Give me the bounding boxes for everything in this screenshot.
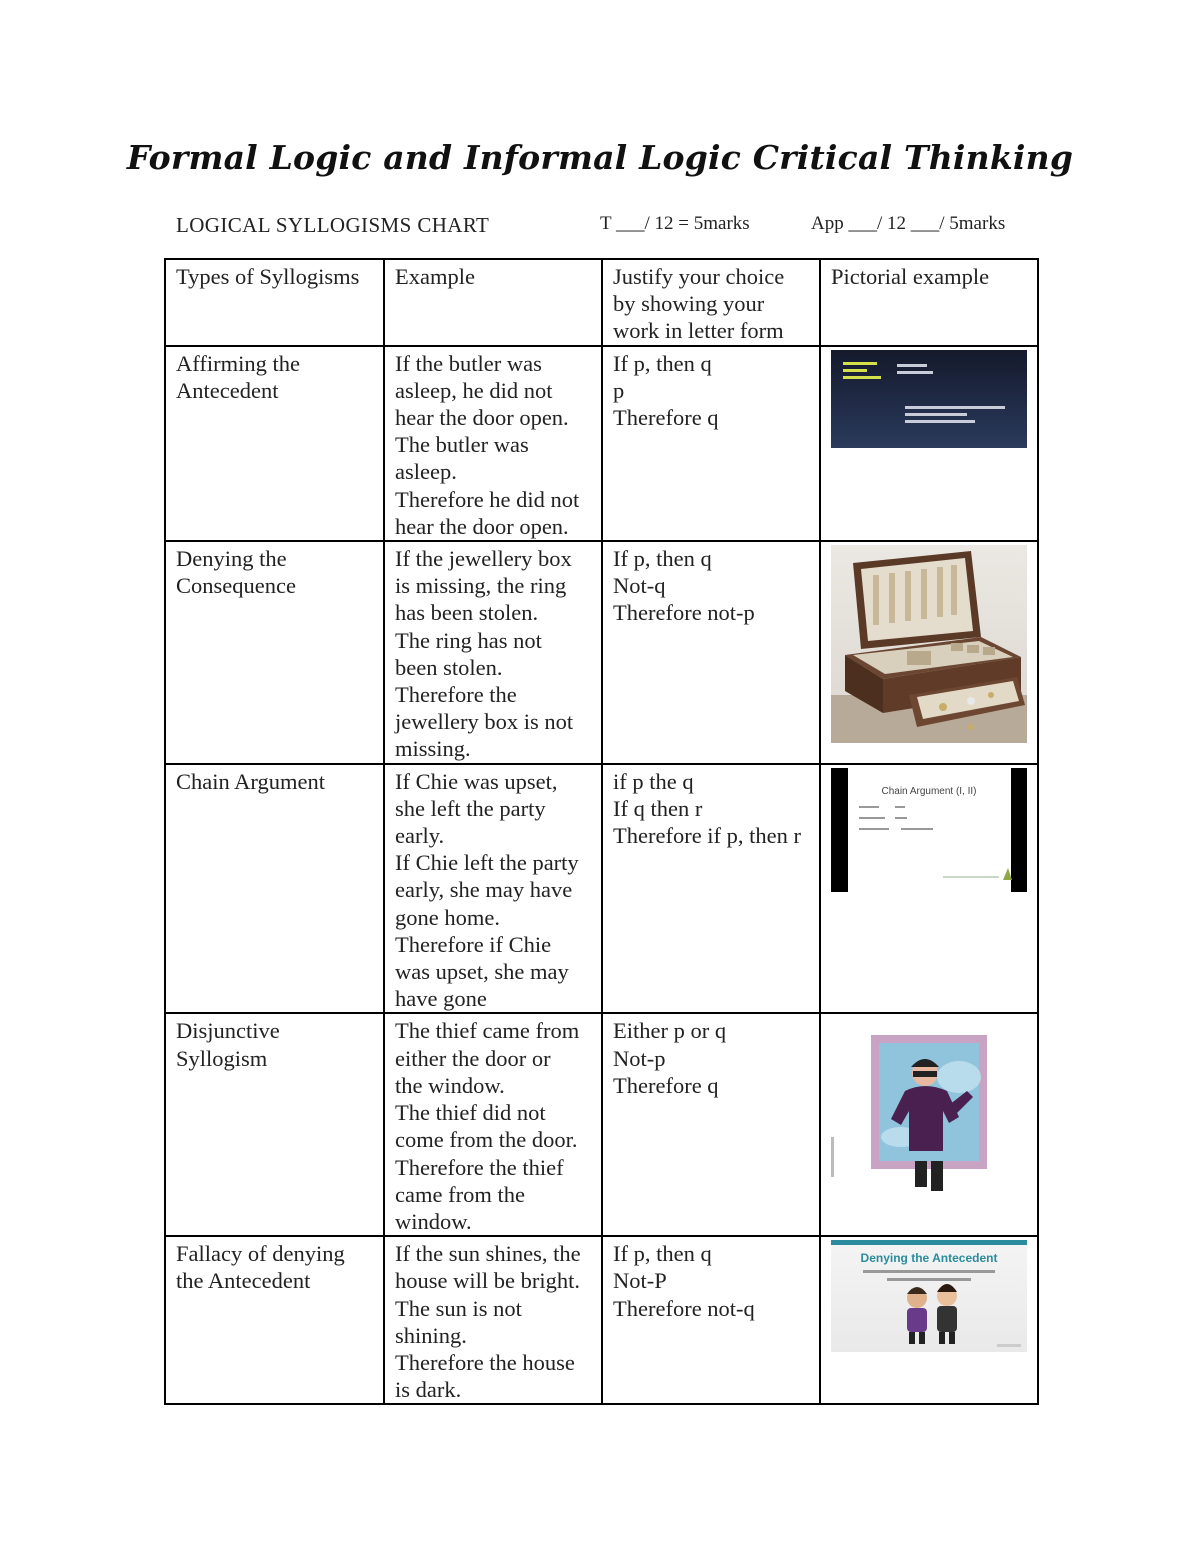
table-row (165, 764, 1038, 1014)
page-title: Formal Logic and Informal Logic Critical Thinking (126, 138, 1074, 177)
syllogism-justify: if p the q If q then r Therefore if p, then r (602, 764, 820, 1014)
slide-graphic (831, 350, 1027, 448)
table-row (165, 541, 1038, 764)
syllogism-type: Affirming the Antecedent (165, 346, 384, 541)
app-marks: App ___/ 12 ___/ 5marks (811, 213, 1006, 234)
thief-graphic (831, 1017, 1027, 1217)
jewellery-box-graphic (831, 545, 1027, 743)
syllogism-type: Fallacy of denying the Antecedent (165, 1236, 384, 1404)
chain-slide-title: Chain Argument (I, II) (881, 785, 977, 797)
syllogism-example: If the sun shines, the house will be bright. The sun is not shining. Therefore the house is dark. (384, 1236, 602, 1404)
syllogism-type: Chain Argument (165, 764, 384, 1014)
syllogism-example: The thief came from either the door or the window. The thief did not come from the door. Therefore the thief came from the window. (384, 1013, 602, 1236)
syllogism-example: If Chie was upset, she left the party early. If Chie left the party early, she may have gone home. Therefore if Chie was upset, she may have gone (384, 764, 602, 1014)
chart-label: LOGICAL SYLLOGISMS CHART (176, 213, 490, 237)
syllogism-type: Denying the Consequence (165, 541, 384, 764)
chain-argument-slide-image (831, 768, 1027, 892)
denying-slide-title: Denying the Antecedent (860, 1251, 998, 1266)
table-row (165, 346, 1038, 541)
header-justify: Justify your choice by showing your work in letter form (602, 259, 820, 346)
jewellery-box-photo (831, 545, 1027, 743)
chain-slide-graphic (831, 768, 1027, 892)
table-row (165, 1236, 1038, 1404)
table-row (165, 1013, 1038, 1236)
denying-antecedent-cartoon (831, 1240, 1027, 1352)
syllogism-justify: If p, then q p Therefore q (602, 346, 820, 541)
header-example: Example (384, 259, 602, 346)
table-header-row (165, 259, 1038, 346)
thief-window-illustration (831, 1017, 1027, 1217)
presentation-slide-image (831, 350, 1027, 448)
header-types: Types of Syllogisms (165, 259, 384, 346)
header-pictorial: Pictorial example (820, 259, 1038, 346)
t-marks: T ___/ 12 = 5marks (600, 213, 750, 234)
syllogisms-table (164, 258, 1039, 1405)
syllogism-example: If the jewellery box is missing, the ring has been stolen. The ring has not been stolen. Therefore the jewellery box is not missing. (384, 541, 602, 764)
syllogism-justify: Either p or q Not-p Therefore q (602, 1013, 820, 1236)
denying-antecedent-graphic (831, 1240, 1027, 1352)
syllogism-example: If the butler was asleep, he did not hear the door open. The butler was asleep. Therefore he did not hear the door open. (384, 346, 602, 541)
syllogism-type: Disjunctive Syllogism (165, 1013, 384, 1236)
syllogism-justify: If p, then q Not-q Therefore not-p (602, 541, 820, 764)
syllogism-justify: If p, then q Not-P Therefore not-q (602, 1236, 820, 1404)
